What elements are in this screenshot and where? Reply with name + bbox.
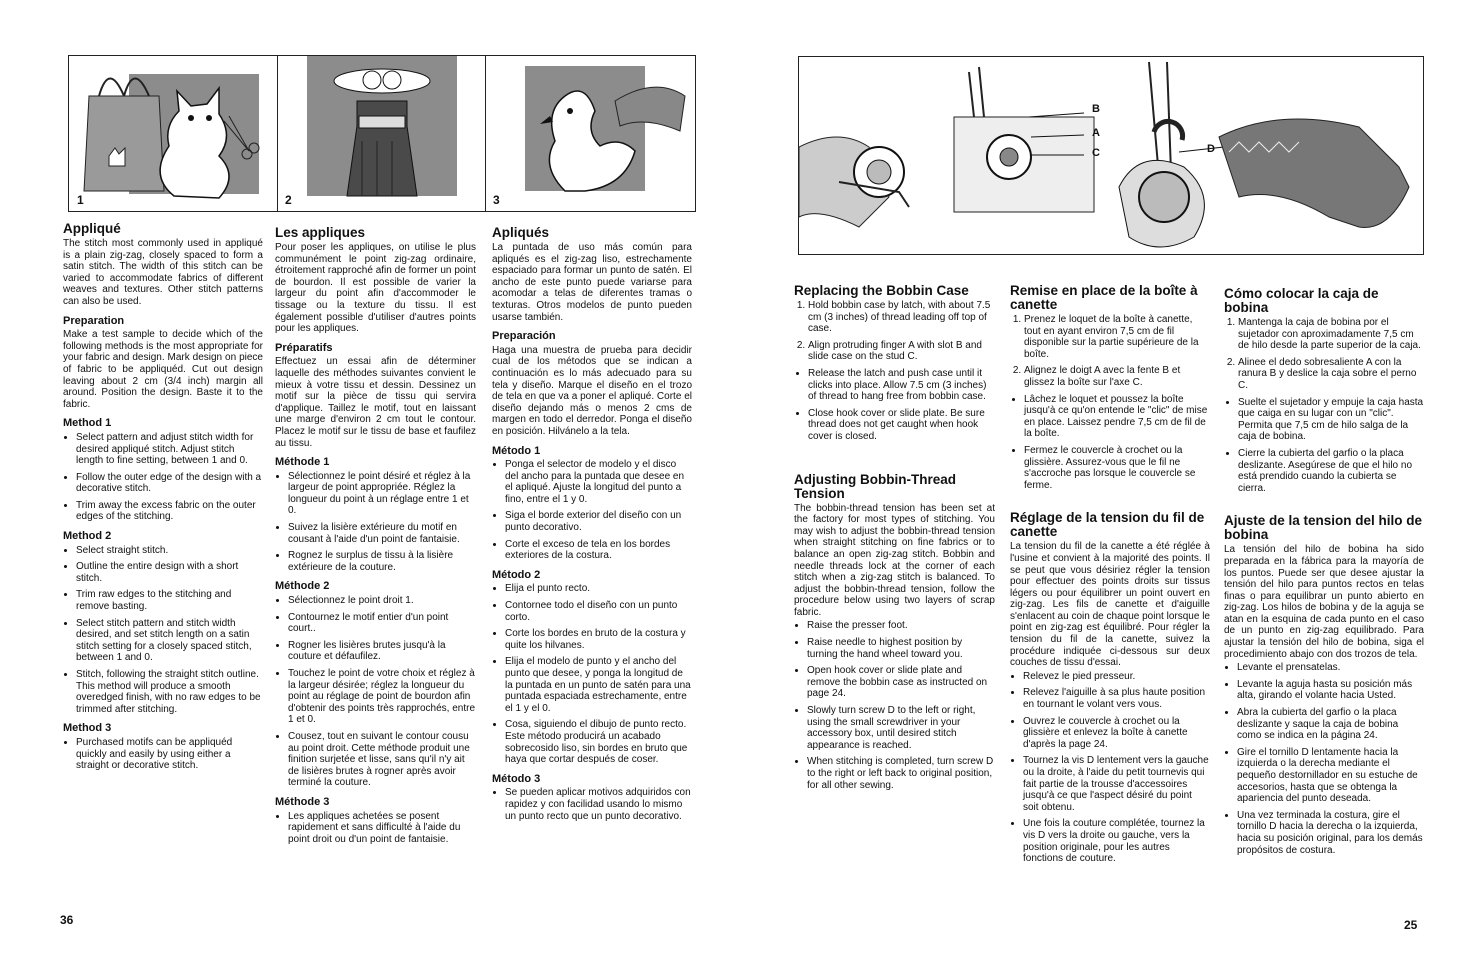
list-item: • Cosa, siguiendo el dibujo de punto recto. Este método producirá un acabado sobrecosido liso, sin bordes en bruto que haya que cortar después de coser. <box>505 719 692 765</box>
right-page <box>738 0 1475 954</box>
subheading: Preparation <box>63 314 125 327</box>
list-item: • Fermez le couvercle à crochet ou la glissière. Assurez-vous que le fil ne s'accroche pas lorsque le couvercle se ferme. <box>1024 445 1210 491</box>
list-item: • Trim raw edges to the stitching and remove basting. <box>76 589 263 612</box>
numbered-list <box>1224 317 1424 392</box>
numbered-list <box>794 300 995 363</box>
english-column <box>794 284 995 796</box>
cat-applique-illustration <box>69 56 277 211</box>
section-title: Réglage de la tension du fil de canette <box>1010 510 1205 540</box>
bullet-list <box>794 620 995 791</box>
callout-d: D <box>1207 143 1215 155</box>
subheading: Method 1 <box>63 417 112 430</box>
list-item: 1. Hold bobbin case by latch, with about 7.5 cm (3 inches) of thread leading off top of case. <box>808 300 995 335</box>
list-item: • Trim away the excess fabric on the outer edges of the stitching. <box>76 500 263 523</box>
bobbin-figure-box <box>798 56 1424 255</box>
french-column <box>1010 284 1210 870</box>
subheading: Método 3 <box>492 772 541 785</box>
list-item: • Corte los bordes en bruto de la costura y quite los hilvanes. <box>505 628 692 651</box>
bullet-list <box>492 583 692 765</box>
list-item: • Tournez la vis D lentement vers la gauche ou la droite, à l'aide du petit tournevis qui fait partie de la trousse d'accessoires jusqu'à ce que l'aspect désiré du point soit obtenu. <box>1023 755 1210 813</box>
bobbin-case-illustration <box>799 57 1423 254</box>
list-item: • Ponga el selector de modelo y el disco del ancho para la puntada que desee en el apliqué. Ajuste la longitud del punto a fino, entre el 1 y 0. <box>505 459 692 505</box>
section-title: Les appliques <box>275 225 366 240</box>
list-item: • Select pattern and adjust stitch width for desired appliqué stitch. Adjust stitch length to fine setting, between 1 and 0. <box>76 432 263 467</box>
list-item: • Slowly turn screw D to the left or right, using the small screwdriver in your accessory box, until desired stitch appearance is reached. <box>807 705 995 751</box>
intro-text: The stitch most commonly used in appliqué is a plain zig-zag, closely spaced to form a satin stitch. The width of this stitch can be varied to accommodate fabrics of different weaves and textures. Other stitch patterns can also be used. <box>63 238 263 307</box>
list-item: • Cousez, tout en suivant le contour cousu au point droit. Cette méthode produit une finition surjetée et lisse, sans qu'il n'y ait de lisières brutes à rogner après avoir terminé la couture. <box>288 731 476 789</box>
list-item: 2. Align protruding finger A with slot B and slide case on the stud C. <box>808 340 995 363</box>
bullet-list <box>1224 397 1424 495</box>
list-item: • Raise needle to highest position by turning the hand wheel toward you. <box>807 637 995 660</box>
list-item: 2. Alignez le doigt A avec la fente B et glissez la boîte sur l'axe C. <box>1024 365 1210 388</box>
bullet-list <box>1010 671 1210 865</box>
list-item: • Se pueden aplicar motivos adquiridos con rapidez y con facilidad usando lo mismo un punto recto que un punto decorativo. <box>505 787 692 822</box>
bullet-list <box>794 368 995 443</box>
list-item: • Levante el prensatelas. <box>1237 662 1424 674</box>
list-item: • Une fois la couture complétée, tournez la vis D vers la droite ou gauche, vers la position originale, pour les autres fonctions de couture. <box>1023 818 1210 864</box>
list-item: • Touchez le point de votre choix et réglez à la largeur désirée; réglez la longueur du point au réglage de point de bourdon afin d'obtenir des points très rapprochés, entre 1 et 0. <box>288 668 476 726</box>
dress-applique-illustration <box>277 56 485 211</box>
intro-text: La puntada de uso más común para apliqués es el zig-zag liso, estrechamente espaciado para formar un punto de satén. El ancho de este punto puede variarse para acomodar a telas de diferentes tramas o texturas. Otros modelos de punto pueden usarse también. <box>492 242 692 323</box>
section-title: Cómo colocar la caja de bobina <box>1224 286 1379 315</box>
list-item: • Follow the outer edge of the design with a decorative stitch. <box>76 472 263 495</box>
list-item: • Select straight stitch. <box>76 545 263 557</box>
english-column <box>63 222 263 777</box>
bullet-list <box>63 432 263 523</box>
paragraph: The bobbin-thread tension has been set at the factory for most types of stitching. You may wish to adjust the bobbin-thread tension when straight stitching on fine fabrics or to balance an open zig-zag stitch. Bobbin and needle threads lock at the corner of each stitch when a zig-zag stitch is balanced. To adjust the bobbin-thread tension, follow the procedure below using two layers of scrap fabric. <box>794 502 995 618</box>
list-item: 1. Prenez le loquet de la boîte à canette, tout en ayant environ 7,5 cm de fil disponible sur la partie supérieure de la boîte. <box>1024 314 1210 360</box>
bullet-list <box>1010 394 1210 492</box>
list-item: • Lâchez le loquet et poussez la boîte jusqu'à ce qu'on entende le "clic" de mise en place. Laissez pendre 7,5 cm de fil de la boîte. <box>1024 394 1210 440</box>
bullet-list <box>275 595 476 789</box>
section-title: Appliqué <box>63 221 121 236</box>
subheading: Préparatifs <box>275 341 333 354</box>
duck-applique-illustration <box>485 56 695 211</box>
list-item: • Stitch, following the straight stitch outline. This method will produce a smooth overedged finish, with no raw edges to be trimmed after stitching. <box>76 669 263 715</box>
bullet-list <box>63 545 263 716</box>
list-item: • Corte el exceso de tela en los bordes exteriores de la costura. <box>505 539 692 562</box>
subheading: Preparación <box>492 330 556 343</box>
subheading: Método 1 <box>492 444 541 457</box>
list-item: • Close hook cover or slide plate. Be sure thread does not get caught when hook cover is closed. <box>808 408 995 443</box>
subheading: Méthode 3 <box>275 795 330 808</box>
list-item: • Sélectionnez le point droit 1. <box>288 595 476 607</box>
figure-panel-1 <box>69 56 278 211</box>
list-item: • Elija el punto recto. <box>505 583 692 595</box>
paragraph: La tensión del hilo de bobina ha sido preparada en la fábrica para la mayoría de los puntos. Puede ser que desee ajustar la tensión del hilo para puntos rectos en telas finas o para equilibrar un punto abierto en zig-zag. Los hilos de bobina y de la aguja se atan en la esquina de cada punto en el caso de un punto en zig-zag equilibrado. Para ajustar la tensión del hilo de bobina, siga el procedimiento abajo con dos trozos de tela. <box>1224 544 1424 660</box>
subheading: Método 2 <box>492 568 541 581</box>
list-item: • Purchased motifs can be appliquéd quickly and easily by using either a straight or decorative stitch. <box>76 737 263 772</box>
list-item: • Rognez le surplus de tissu à la lisière extérieure de la couture. <box>288 550 476 573</box>
bullet-list <box>492 459 692 562</box>
list-item: • When stitching is completed, turn screw D to the right or left back to original position, for all other sewing. <box>807 756 995 791</box>
subheading: Method 2 <box>63 530 112 543</box>
intro-text: Pour poser les appliques, on utilise le plus communément le point zig-zag ordinaire, étroitement rapproché afin de former un point de bourdon. Il est possible de varier la largeur du point afin d'accommoder le tissage ou la texture du tissu. Il est également possible d'utiliser d'autres points pour les appliques. <box>275 242 476 335</box>
list-item: • Gire el tornillo D lentamente hacia la izquierda o la derecha mediante el pequeño destornillador en su estuche de accesorios, hasta que se obtenga la apariencia del punto deseada. <box>1237 747 1424 805</box>
list-item: • Raise the presser foot. <box>807 620 995 632</box>
list-item: • Suelte el sujetador y empuje la caja hasta que caiga en su lugar con un "clic". Permita que 7,5 cm de hilo salga de la caja de bobina. <box>1238 397 1424 443</box>
list-item: • Abra la cubierta del garfio o la placa deslizante y saque la caja de bobina como se indica en la página 24. <box>1237 707 1424 742</box>
french-column <box>275 226 476 850</box>
list-item: • Siga el borde exterior del diseño con un punto decorativo. <box>505 510 692 533</box>
spanish-column <box>492 226 692 827</box>
list-item: • Sélectionnez le point désiré et réglez à la largeur de point appropriée. Réglez la longueur du point à un réglage entre 1 et 0. <box>288 471 476 517</box>
paragraph: Make a test sample to decide which of the following methods is the most appropriate for your fabric and design. Mark design on piece of fabric to be appliquéd. Cut out design leaving about 2 cm (3/4 inch) margin all around. Position the design. Baste it to the fabric. <box>63 329 263 410</box>
callout-c: C <box>1092 147 1100 159</box>
list-item: • Elija el modelo de punto y el ancho del punto que desee, y ponga la longitud de la puntada en un punto de satén para una puntada espaciada estrechamente, entre el 1 y el 0. <box>505 656 692 714</box>
list-item: • Contournez le motif entier d'un point court.. <box>288 612 476 635</box>
callout-a: A <box>1092 127 1100 139</box>
section-title: Apliqués <box>492 225 550 240</box>
list-item: 1. Mantenga la caja de bobina por el sujetador con aproximadamente 7,5 cm de hilo desde la parte superior de la caja. <box>1238 317 1424 352</box>
figure-panel-2 <box>277 56 486 211</box>
left-page <box>0 0 737 954</box>
list-item: • Contornee todo el diseño con un punto corto. <box>505 600 692 623</box>
list-item: • Outline the entire design with a short stitch. <box>76 561 263 584</box>
callout-b: B <box>1092 103 1100 115</box>
page-number: 36 <box>60 913 74 927</box>
bullet-list <box>275 471 476 574</box>
list-item: • Ouvrez le couvercle à crochet ou la glissière et enlevez la boîte à canette d'après la page 24. <box>1023 716 1210 751</box>
figure-number-3: 3 <box>493 193 500 207</box>
subheading: Méthode 2 <box>275 580 330 593</box>
list-item: • Suivez la lisière extérieure du motif en cousant à l'aide d'un point de fantaisie. <box>288 522 476 545</box>
spanish-column <box>1224 287 1424 861</box>
bullet-list <box>492 787 692 822</box>
list-item: 2. Alinee el dedo sobresaliente A con la ranura B y deslice la caja sobre el perno C. <box>1238 357 1424 392</box>
list-item: • Una vez terminada la costura, gire el tornillo D hacia la derecha o la izquierda, hacia su posición original, para los demás propósitos de costura. <box>1237 810 1424 856</box>
figure-number-2: 2 <box>285 193 292 207</box>
list-item: • Les appliques achetées se posent rapidement et sans difficulté à l'aide du point droit ou d'un point de fantaisie. <box>288 811 476 846</box>
section-title: Remise en place de la boîte à canette <box>1010 283 1198 312</box>
bullet-list <box>63 737 263 772</box>
list-item: • Relevez le pied presseur. <box>1023 671 1210 683</box>
list-item: • Select stitch pattern and stitch width desired, and set stitch length on a satin stitch setting for a closely spaced stitch, between 1 and 0. <box>76 618 263 664</box>
numbered-list <box>1010 314 1210 389</box>
applique-figure-strip <box>68 55 696 212</box>
page-number: 25 <box>1404 918 1418 932</box>
figure-number-1: 1 <box>77 193 84 207</box>
list-item: • Open hook cover or slide plate and remove the bobbin case as instructed on page 24. <box>807 665 995 700</box>
stitched-fabric-sample <box>1219 119 1409 228</box>
list-item: • Cierre la cubierta del garfio o la placa deslizante. Asegúrese de que el hilo no está prendido cuando la cubierta se cierra. <box>1238 448 1424 494</box>
paragraph: La tension du fil de la canette a été réglée à l'usine et convient à la majorité des points. Il se peut que vous désiriez régler la tension pour effectuer des points droits sur tissus légers ou pour équilibrer un point ouvert en zig-zag. Les fils de canette et d'aiguille s'enlacent au coin de chaque point lorsque le point en zig-zag est équilibré. Pour régler la tension du fil de la canette, suivez la procédure indiquée ci-dessous sur deux couches de tissu d'essai. <box>1010 541 1210 669</box>
paragraph: Effectuez un essai afin de déterminer laquelle des méthodes suivantes convient le mieux à votre tissu et dessin. Dessinez un motif sur la pièce de tissu qui servira d'applique. Taillez le motif, tout en laissant une marge d'environ 2 cm tout le contour. Placez le motif sur le tissu de base et faufilez au tissu. <box>275 356 476 449</box>
subheading: Méthode 1 <box>275 456 330 469</box>
section-title: Replacing the Bobbin Case <box>794 283 969 298</box>
figure-panel-3 <box>485 56 695 211</box>
section-title: Ajuste de la tension del hilo de bobina <box>1224 513 1423 543</box>
list-item: • Release the latch and push case until it clicks into place. Allow 7.5 cm (3 inches) of thread to hang free from bobbin case. <box>808 368 995 403</box>
bullet-list <box>275 811 476 846</box>
list-item: • Relevez l'aiguille à sa plus haute position en tournant le volant vers vous. <box>1023 687 1210 710</box>
bullet-list <box>1224 662 1424 856</box>
section-title: Adjusting Bobbin-Thread Tension <box>794 471 956 501</box>
list-item: • Rogner les lisières brutes jusqu'à la couture et défaufilez. <box>288 640 476 663</box>
paragraph: Haga una muestra de prueba para decidir cual de los métodos que se indican a continuación es lo más adecuado para su tela y diseño. Marque el diseño en el trozo de tela en que va a poner el apliqué. Corte el diseño dejando más o menos 2 cms de margen en todo el derredor. Ponga el diseño en posición. Hilvánelo a la tela. <box>492 344 692 437</box>
list-item: • Levante la aguja hasta su posición más alta, girando el volante hacia Usted. <box>1237 679 1424 702</box>
subheading: Method 3 <box>63 722 112 735</box>
